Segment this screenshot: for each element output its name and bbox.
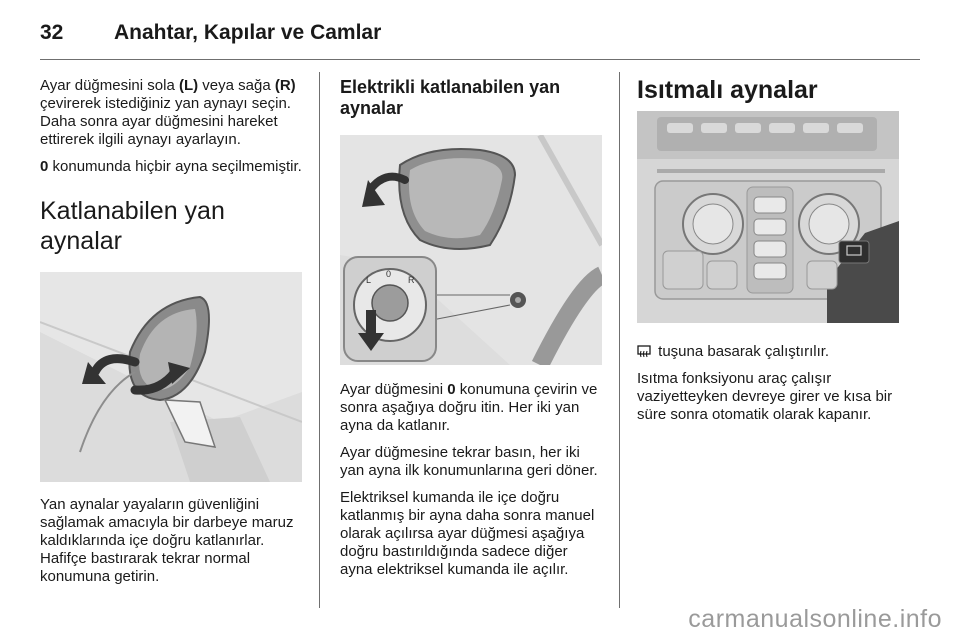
- right-label: R: [408, 275, 415, 285]
- unfold-instruction-paragraph: Ayar düğmesine tekrar basın, her iki yan ayna ilk konumunlarına geri döner.: [340, 444, 598, 479]
- text-run: konumunda hiçbir ayna seçilmemiştir.: [48, 158, 302, 175]
- column-divider-1: [319, 72, 320, 608]
- electric-folding-heading: Elektrikli katlanabilen yan aynalar: [340, 77, 561, 118]
- mirror-select-paragraph: [40, 77, 302, 149]
- column-2: [340, 77, 602, 588]
- column-3: [637, 75, 903, 433]
- text-run: çevirerek istediğiniz yan aynayı seçin. Daha sonra ayar düğmesini hareket ettirerek ilgili aynayı ayarlayın.: [40, 95, 291, 148]
- page-number: 32: [40, 21, 64, 44]
- left-code: (L): [178, 77, 199, 94]
- column-1: [40, 77, 302, 595]
- text-run: veya sağa: [198, 77, 275, 94]
- folding-mirror-figure: [40, 272, 302, 482]
- manual-fold-paragraph: Elektriksel kumanda ile içe doğru katlanmış bir ayna daha sonra manuel olarak açılırsa ayar düğmesi aşağıya doğru bastırıldığında sadece diğer ayna elektriksel kumanda ile açılır.: [340, 489, 595, 578]
- text-run: Ayar düğmesini: [340, 381, 448, 398]
- page-title: Anahtar, Kapılar ve Camlar: [114, 21, 382, 44]
- fold-instruction-paragraph: [340, 381, 602, 435]
- zero-code: 0: [447, 381, 456, 398]
- zero-position-paragraph: [40, 158, 302, 176]
- folding-mirrors-paragraph: Yan aynalar yayaların güvenliğini sağlamak amacıyla bir darbeye maruz kaldıklarında içe doğru katlanırlar. Hafifçe bastırarak tekrar normal konumuna getirin.: [40, 496, 294, 585]
- heated-mirrors-heading: Isıtmalı aynalar: [637, 76, 818, 104]
- page-header: [40, 18, 381, 48]
- right-code: (R): [274, 77, 296, 94]
- heated-mirror-icon: [637, 345, 651, 358]
- heated-mirror-panel-figure: [637, 111, 899, 323]
- folding-mirrors-heading: Katlanabilen yan aynalar: [40, 197, 225, 255]
- column-divider-2: [619, 72, 620, 608]
- watermark: carmanualsonline.info: [688, 605, 942, 633]
- text-run: konumuna çevirin ve sonra aşağıya doğru itin. Her iki yan ayna da katlanır.: [340, 381, 598, 434]
- zero-label: 0: [386, 269, 392, 279]
- left-label: L: [366, 275, 372, 285]
- activation-paragraph: [637, 343, 903, 361]
- text-run: Ayar düğmesini sola: [40, 77, 179, 94]
- text-run: tuşuna basarak çalıştırılır.: [654, 343, 830, 360]
- header-rule: [40, 59, 920, 60]
- electric-folding-figure: [340, 135, 602, 365]
- zero-code: 0: [40, 158, 49, 175]
- heating-function-paragraph: Isıtma fonksiyonu araç çalışır vaziyetteyken devreye girer ve kısa bir süre sonra otomatik olarak kapanır.: [637, 370, 893, 423]
